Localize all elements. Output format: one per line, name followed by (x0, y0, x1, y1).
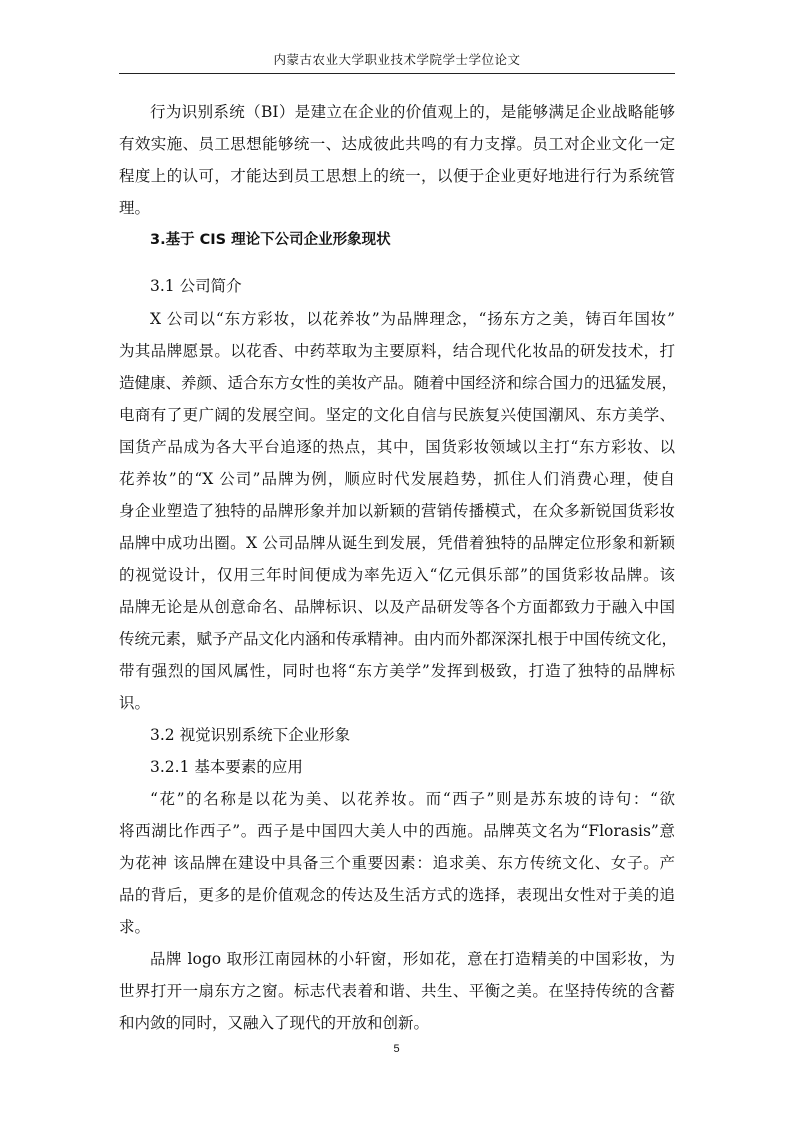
paragraph-line: 品牌无论是从创意命名、品牌标识、以及产品研发等各个方面都致力于融入中国 (119, 598, 675, 616)
paragraph-line: 理。 (119, 199, 151, 217)
paragraph-line: 造健康、养颜、适合东方女性的美妆产品。随着中国经济和综合国力的迅猛发展， (119, 374, 678, 392)
paragraph-line: 有效实施、员工思想能够统一、达成彼此共鸣的有力支撑。员工对企业文化一定 (119, 135, 675, 153)
paragraph-line: 和内敛的同时，又融入了现代的开放和创新。 (119, 1014, 430, 1032)
paragraph-line: 求。 (119, 918, 151, 936)
paragraph-line: 识。 (119, 694, 151, 712)
paragraph-line: 世界打开一扇东方之窗。标志代表着和谐、共生、平衡之美。在坚持传统的含蓄 (119, 982, 675, 1000)
page-header: 内蒙古农业大学职业技术学院学士学位论文 (273, 52, 521, 67)
paragraph-line: 身企业塑造了独特的品牌形象并加以新颖的营销传播模式，在众多新锐国货彩妆 (119, 502, 675, 520)
paragraph-line: “花”的名称是以花为美、以花养妆。而“西子”则是苏东坡的诗句：“欲 (150, 790, 675, 808)
paragraph-line: 传统元素，赋予产品文化内涵和传承精神。由内而外都深深扎根于中国传统文化， (119, 630, 678, 648)
subsubsection-heading: 3.2.1 基本要素的应用 (150, 758, 303, 776)
paragraph-line: 国货产品成为各大平台追逐的热点，其中，国货彩妆领域以主打“东方彩妆、以 (119, 438, 675, 456)
subsection-heading: 3.2 视觉识别系统下企业形象 (150, 726, 351, 744)
header-rule (119, 73, 675, 74)
subsection-heading: 3.1 公司简介 (150, 277, 242, 295)
paragraph-line: X 公司以“东方彩妆，以花养妆”为品牌理念，“扬东方之美，铸百年国妆” (150, 310, 675, 328)
section-heading: 3.基于 CIS 理论下公司企业形象现状 (150, 232, 391, 248)
paragraph-line: 品牌 logo 取形江南园林的小轩窗，形如花，意在打造精美的中国彩妆，为 (150, 950, 675, 968)
paragraph-line: 为其品牌愿景。以花香、中药萃取为主要原料，结合现代化妆品的研发技术，打 (119, 342, 675, 360)
paragraph-line: 将西湖比作西子”。西子是中国四大美人中的西施。品牌英文名为“Florasis”意 (119, 822, 675, 840)
paragraph-line: 带有强烈的国风属性，同时也将“东方美学”发挥到极致，打造了独特的品牌标 (119, 662, 675, 680)
paragraph-line: 花养妆”的“X 公司”品牌为例，顺应时代发展趋势，抓住人们消费心理，使自 (119, 470, 675, 488)
paragraph-line: 程度上的认可，才能达到员工思想上的统一，以便于企业更好地进行行为系统管 (119, 167, 675, 185)
paragraph-line: 品的背后，更多的是价值观念的传达及生活方式的选择，表现出女性对于美的追 (119, 886, 675, 904)
paragraph-line: 电商有了更广阔的发展空间。坚定的文化自信与民族复兴使国潮风、东方美学、 (119, 406, 675, 424)
paragraph-line: 品牌中成功出圈。X 公司品牌从诞生到发展，凭借着独特的品牌定位形象和新颖 (119, 534, 675, 552)
paragraph-line: 为花神 该品牌在建设中具备三个重要因素：追求美、东方传统文化、女子。产 (119, 854, 675, 872)
paragraph-line: 行为识别系统（BI）是建立在企业的价值观上的，是能够满足企业战略能够 (150, 103, 675, 121)
paragraph-line: 的视觉设计，仅用三年时间便成为率先迈入“亿元俱乐部”的国货彩妆品牌。该 (119, 566, 675, 584)
page-number: 5 (393, 1043, 400, 1055)
